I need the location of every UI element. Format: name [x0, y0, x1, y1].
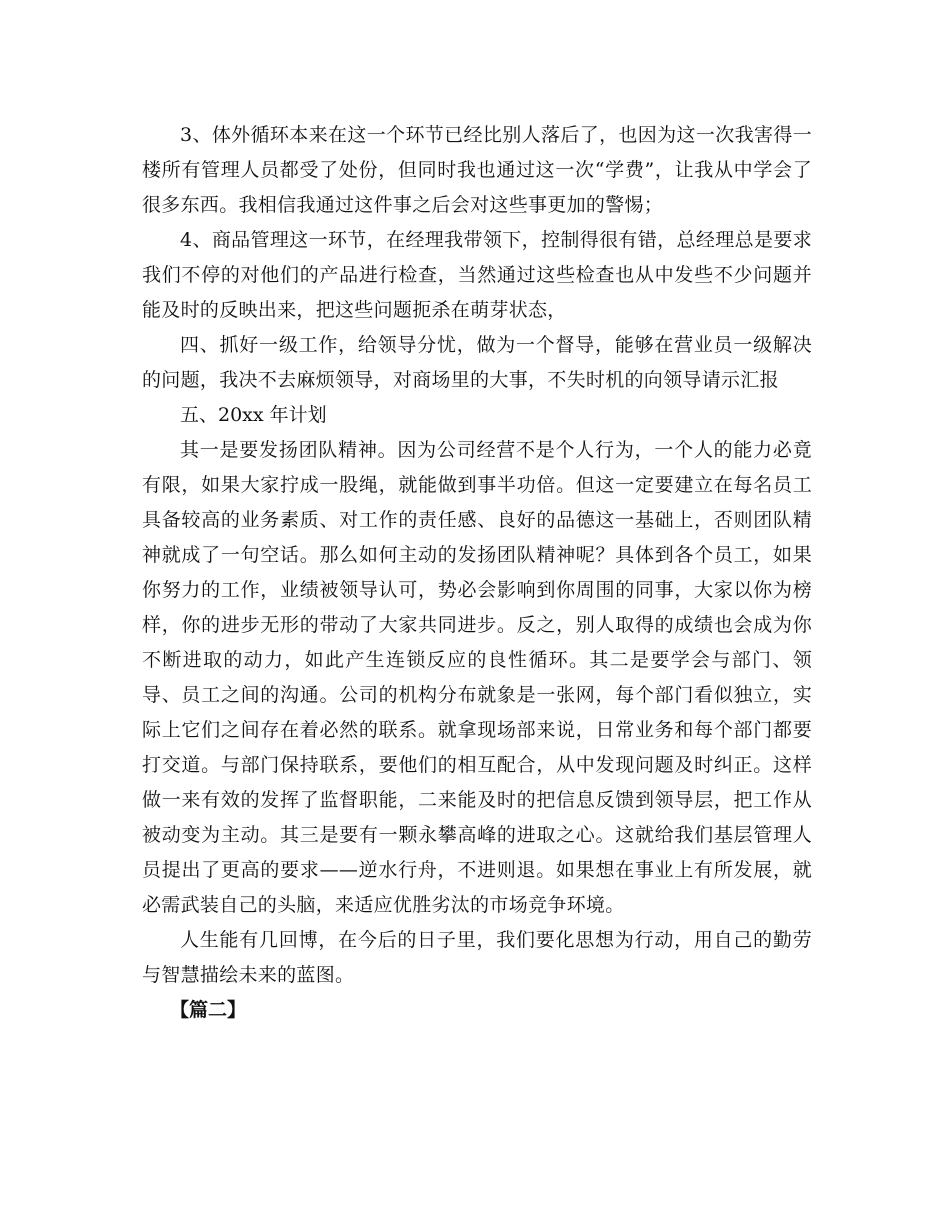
section-marker: 【篇二】 [170, 999, 247, 1021]
paragraph-item-4: 4、商品管理这一环节，在经理我带领下，控制得很有错，总经理总是要求我们不停的对他们的产品进行检查，当然通过这些检查也从中发些不少问题并能及时的反映出来，把这些问题扼杀在萌芽状态， [142, 229, 812, 321]
closing-paragraph: 人生能有几回博，在今后的日子里，我们要化思想为行动，用自己的勤劳与智慧描绘未来的蓝图。 [142, 929, 812, 986]
plan-heading: 五、20xx 年计划 [180, 404, 327, 426]
plan-paragraph: 其一是要发扬团队精神。因为公司经营不是个人行为，一个人的能力必竟有限，如果大家拧成一股绳，就能做到事半功倍。但这一定要建立在每名员工具备较高的业务素质、对工作的责任感、良好的品德这一基础上，否则团队精神就成了一句空话。那么如何主动的发扬团队精神呢？具体到各个员工，如果你努力的工作，业绩被领导认可，势必会影响到你周围的同事，大家以你为榜样，你的进步无形的带动了大家共同进步。反之，别人取得的成绩也会成为你不断进取的动力，如此产生连锁反应的良性循环。其二是要学会与部门、领导、员工之间的沟通。公司的机构分布就象是一张网，每个部门看似独立，实际上它们之间存在着必然的联系。就拿现场部来说，日常业务和每个部门都要打交道。与部门保持联系，要他们的相互配合，从中发现问题及时纠正。这样做一来有效的发挥了监督职能，二来能及时的把信息反馈到领导层，把工作从被动变为主动。其三是要有一颗永攀高峰的进取之心。这就给我们基层管理人员提出了更高的要求——逆水行舟，不进则退。如果想在事业上有所发展，就必需武装自己的头脑，来适应优胜劣汰的市场竞争环境。 [142, 439, 812, 916]
paragraph-item-3: 3、体外循环本来在这一个环节已经比别人落后了，也因为这一次我害得一楼所有管理人员都受了处份，但同时我也通过这一次“学费”，让我从中学会了很多东西。我相信我通过这件事之后会对这些事更加的警惕； [142, 124, 812, 216]
document-body [142, 118, 812, 1028]
paragraph-section-4: 四、抓好一级工作，给领导分忧，做为一个督导，能够在营业员一级解决的问题，我决不去麻烦领导，对商场里的大事，不失时机的向领导请示汇报 [142, 334, 812, 391]
